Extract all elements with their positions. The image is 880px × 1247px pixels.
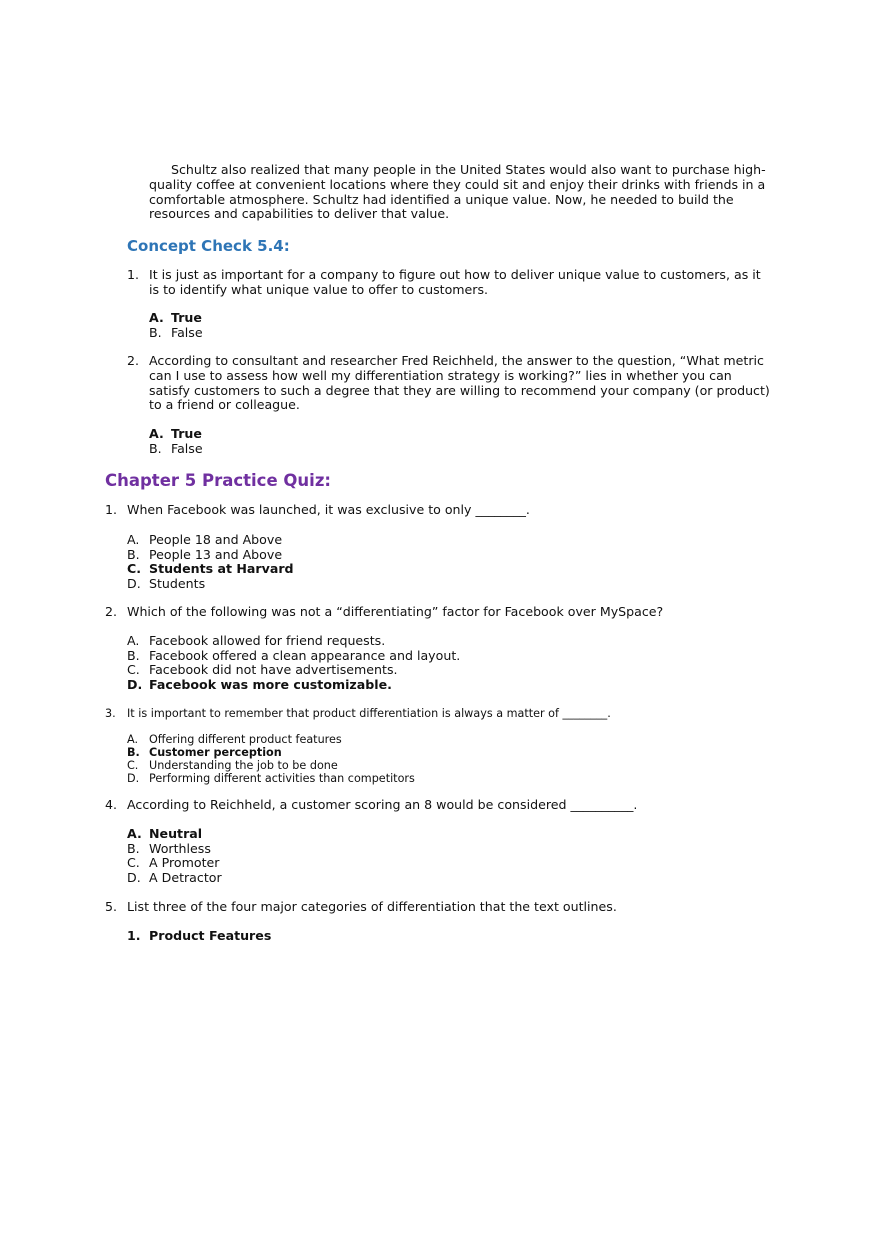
option-text: Students at Harvard [149,561,294,577]
answer-options [127,533,294,591]
option-text: True [171,310,202,325]
answer-options [127,929,271,944]
answer-option [127,562,294,577]
option-text: Facebook allowed for friend requests. [149,633,386,648]
option-text: Customer perception [149,746,282,759]
practice-quiz-heading: Chapter 5 Practice Quiz: [105,471,332,490]
answer-option [127,663,460,678]
concept-check-heading: Concept Check 5.4: [127,237,290,255]
quiz-question [105,707,775,720]
option-text: False [171,324,203,340]
quiz-question [105,605,775,620]
answer-option [127,772,415,785]
answer-options [127,733,415,785]
option-letter: C. [127,662,140,678]
option-letter: D. [127,575,141,591]
question-text: It is just as important for a company to figure out how to deliver unique value to customers, as it is to identify what unique value to offer to customers. [149,267,761,297]
question-text: When Facebook was launched, it was exclusive to only ________. [127,502,530,517]
answer-option [127,759,415,772]
answer-option [127,827,222,842]
question-number: 4. [105,797,118,812]
question-text: List three of the four major categories of differentiation that the text outlines. [127,899,617,914]
option-letter: A. [149,310,164,325]
option-text: Understanding the job to be done [149,759,338,772]
option-letter: A. [127,733,139,746]
option-letter: B. [127,546,140,562]
option-letter: B. [127,840,140,856]
option-letter: B. [149,440,162,456]
question-number: 2. [105,604,118,619]
answer-option [127,678,460,693]
option-letter: D. [127,772,140,785]
concept-question [127,354,774,413]
answer-option [127,548,294,563]
answer-option [127,871,222,886]
answer-options [127,827,222,885]
answer-option [127,856,222,871]
question-text: Which of the following was not a “differentiating” factor for Facebook over MySpace? [127,604,664,619]
answer-option [149,442,203,457]
option-letter: A. [127,532,140,547]
option-text: Facebook offered a clean appearance and layout. [149,647,461,663]
question-number: 3. [105,707,116,720]
option-letter: D. [127,676,143,692]
answer-option [127,649,460,664]
option-letter: A. [149,426,164,441]
option-text: Neutral [149,826,203,841]
question-number: 1. [127,267,140,282]
answer-option [127,533,294,548]
answer-option [127,733,415,746]
option-text: A Promoter [149,855,220,871]
option-letter: B. [149,324,162,340]
answer-option [127,634,460,649]
intro-paragraph: Schultz also realized that many people in the United States would also want to purchase high-quality coffee at convenient locations where they could sit and enjoy their drinks with friends in a comfortable atmosphere. Schultz had identified a unique value. Now, he needed to build the resources and capabilities to deliver that value. [149,162,766,222]
option-letter: A. [127,633,140,648]
answer-option [127,842,222,857]
question-text: It is important to remember that product differentiation is always a matter of ________. [127,707,611,720]
concept-question [127,268,774,298]
question-text: According to Reichheld, a customer scoring an 8 would be considered __________. [127,797,638,812]
answer-option [127,929,271,944]
quiz-question [105,503,775,518]
question-number: 2. [127,353,140,368]
answer-option [149,427,203,442]
option-text: Facebook was more customizable. [149,676,392,692]
option-text: Performing different activities than competitors [149,772,415,785]
option-text: False [171,440,203,456]
option-text: True [171,426,202,441]
quiz-question [105,900,775,915]
option-text: Facebook did not have advertisements. [149,662,398,678]
answer-options [149,427,203,456]
question-number: 5. [105,899,118,914]
option-text: Offering different product features [149,733,342,746]
answer-options [127,634,460,692]
option-letter: C. [127,759,139,772]
option-letter: C. [127,855,140,871]
option-text: People 18 and Above [149,532,283,547]
answer-options [149,311,203,340]
option-text: Worthless [149,840,211,856]
answer-option [127,746,415,759]
answer-option [149,326,203,341]
option-text: People 13 and Above [149,546,283,562]
quiz-question [105,798,775,813]
option-letter: A. [127,826,142,841]
option-text: Students [149,575,206,591]
question-number: 1. [105,502,118,517]
question-text: According to consultant and researcher Fred Reichheld, the answer to the question, “What metric can I use to assess how well my differentiation strategy is working?” lies in whether you can satisfy customers to such a degree that they are willing to recommend your company (or product) to a friend or colleague. [149,353,770,413]
option-letter: 1. [127,928,141,943]
option-text: Product Features [149,928,272,943]
option-letter: C. [127,561,142,577]
answer-option [127,577,294,592]
option-letter: B. [127,647,140,663]
option-letter: D. [127,869,141,885]
option-text: A Detractor [149,869,222,885]
answer-option [149,311,203,326]
option-letter: B. [127,746,140,759]
